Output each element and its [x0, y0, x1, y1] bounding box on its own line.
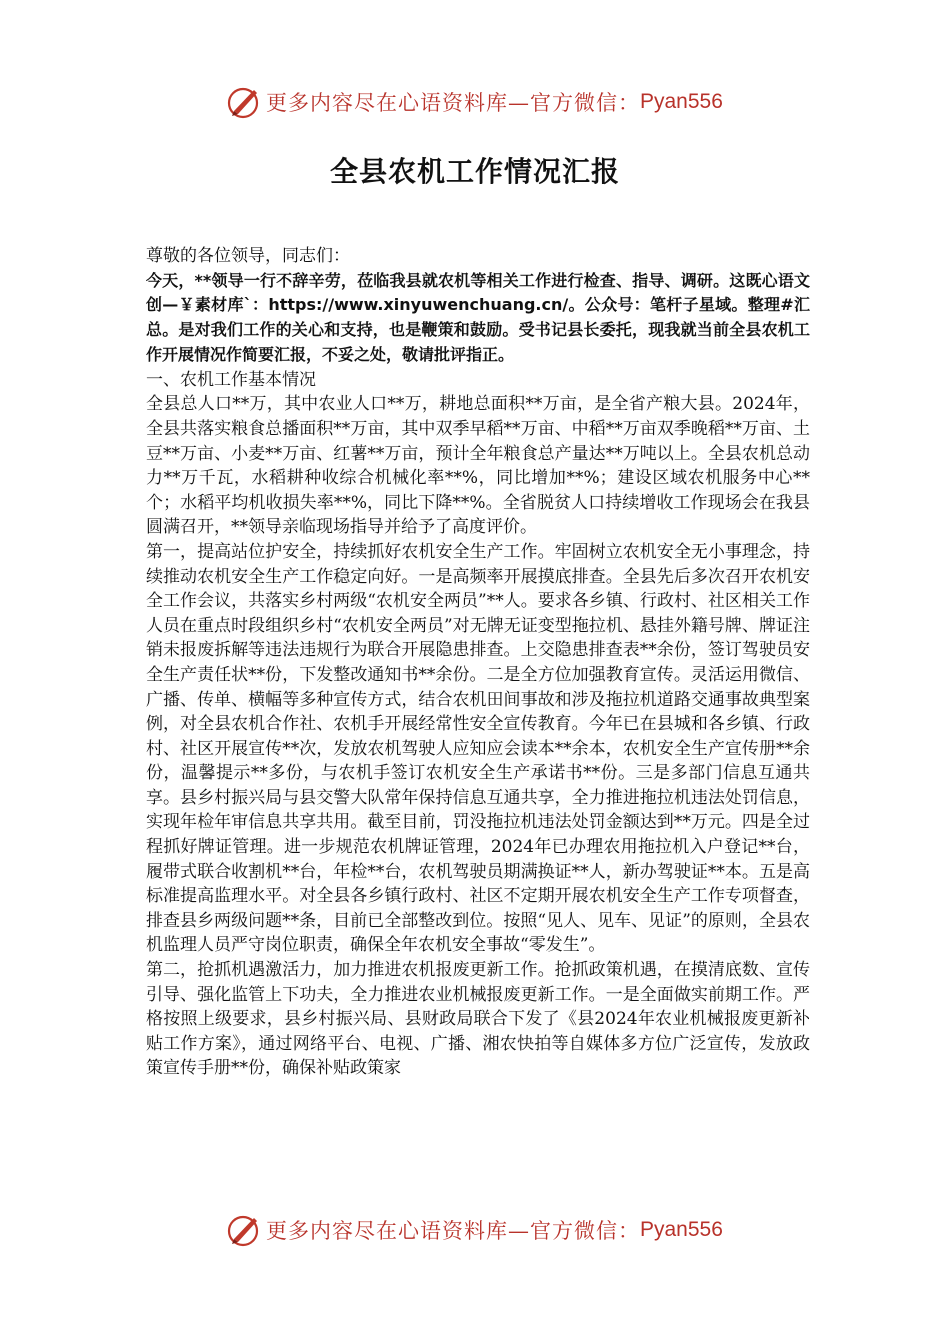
- pen-logo-icon: [226, 84, 262, 120]
- watermark-text: 更多内容尽在心语资料库—官方微信：: [266, 91, 640, 115]
- watermark-banner-top: [226, 82, 746, 122]
- salutation: 尊敬的各位领导，同志们：: [146, 246, 350, 266]
- pen-logo-icon: [226, 1212, 262, 1248]
- section1-heading: 一、农机工作基本情况: [146, 369, 316, 390]
- intro-paragraph: 今天，**领导一行不辞辛劳，莅临我县就农机等相关工作进行检查、指导、调研。这既心语文创—￥素材库`：https://www.xinyuwenchuang.cn/。公众号：笔杆子星域。整理#汇总。是对我们工作的关心和支持，也是鞭策和鼓励。受书记县长委托，现我就当前全县农机工作开展情况作简要汇报，不妥之处，敬请批评指正。: [146, 270, 810, 364]
- document-body: [146, 244, 810, 1081]
- point2-paragraph: 第二，抢抓机遇激活力，加力推进农机报废更新工作。抢抓政策机遇，在摸清底数、宣传引导、强化监管上下功夫，全力推进农业机械报废更新工作。一是全面做实前期工作。严格按照上级要求，县乡村振兴局、县财政局联合下发了《县2024年农业机械报废更新补贴工作方案》，通过网络平台、电视、广播、湘农快拍等自媒体多方位广泛宣传，发放政策宣传手册**份，确保补贴政策家: [146, 960, 810, 1079]
- document-title: 全县农机工作情况汇报: [329, 155, 620, 188]
- point1-paragraph: 第一，提高站位护安全，持续抓好农机安全生产工作。牢固树立农机安全无小事理念，持续推动农机安全生产工作稳定向好。一是高频率开展摸底排查。全县先后多次召开农机安全工作会议，共落实乡村两级“农机安全两员”**人。要求各乡镇、行政村、社区相关工作人员在重点时段组织乡村“农机安全两员”对无牌无证变型拖拉机、悬挂外籍号牌、牌证注销未报废拆解等违法违规行为联合开展隐患排查。上交隐患排查表**余份，签订驾驶员安全生产责任状**份，下发整改通知书**余份。二是全方位加强教育宣传。灵活运用微信、广播、传单、横幅等多种宣传方式，结合农机田间事故和涉及拖拉机道路交通事故典型案例，对全县农机合作社、农机手开展经常性安全宣传教育。今年已在县城和各乡镇、行政村、社区开展宣传**次，发放农机驾驶人应知应会读本**余本，农机安全生产宣传册**余份，温馨提示**多份，与农机手签订农机安全生产承诺书**份。三是多部门信息互通共享。县乡村振兴局与县交警大队常年保持信息互通共享，全力推进拖拉机违法处罚信息，实现年检年审信息共享共用。截至目前，罚没拖拉机违法处罚金额达到**万元。四是全过程抓好牌证管理。进一步规范农机牌证管理，2024年已办理农用拖拉机入户登记**台，履带式联合收割机**台，年检**台，农机驾驶员期满换证**人，新办驾驶证**本。五是高标准提高监理水平。对全县各乡镇行政村、社区不定期开展农机安全生产工作专项督查，排查县乡两级问题**条，目前已全部整改到位。按照“见人、见车、见证”的原则，全县农机监理人员严守岗位职责，确保全年农机安全事故“零发生”。: [146, 541, 810, 956]
- watermark-wechat-id: Pyan556: [640, 90, 723, 113]
- watermark-wechat-id: Pyan556: [640, 1218, 723, 1241]
- section1-paragraph: 全县总人口**万，其中农业人口**万，耕地总面积**万亩，是全省产粮大县。2024年，全县共落实粮食总播面积**万亩，其中双季早稻**万亩、中稻**万亩双季晚稻**万亩、土豆**万亩、小麦**万亩、红薯**万亩，预计全年粮食总产量达**万吨以上。全县农机总动力**万千瓦，水稻耕种收综合机械化率**%，同比增加**%；建设区域农机服务中心**个；水稻平均机收损失率**%，同比下降**%。全省脱贫人口持续增收工作现场会在我县圆满召开，**领导亲临现场指导并给予了高度评价。: [146, 394, 810, 538]
- watermark-text: 更多内容尽在心语资料库—官方微信：: [266, 1219, 640, 1243]
- watermark-banner-bottom: [226, 1210, 746, 1250]
